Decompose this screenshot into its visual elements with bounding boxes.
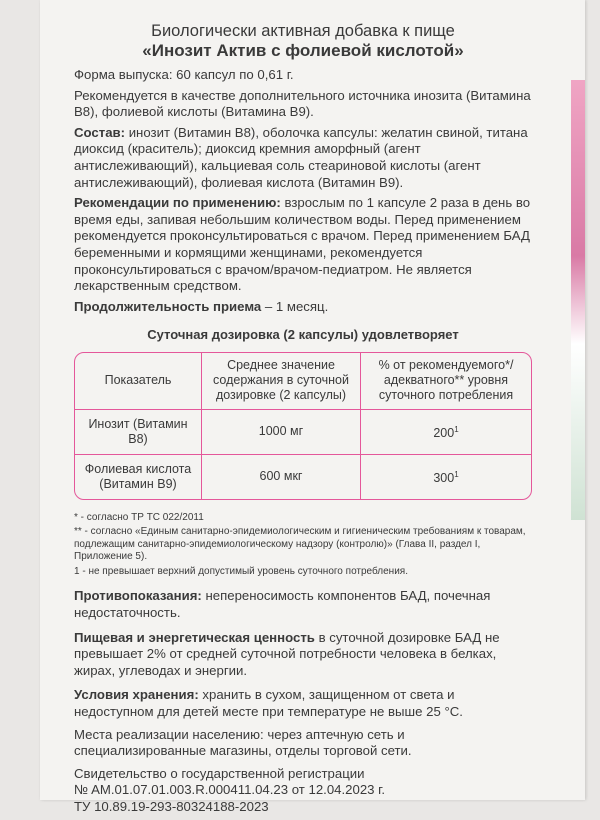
footnote: * - согласно ТР ТС 022/2011 <box>74 511 204 523</box>
row-note-mark: 1 <box>454 470 459 480</box>
duration-paragraph <box>74 299 532 316</box>
composition-label: Состав: <box>74 124 126 140</box>
sales-text: Места реализации населению: через аптечную сеть и специализированные магазины, отделы торговой сети. <box>74 726 412 759</box>
composition-paragraph <box>74 125 532 191</box>
storage-paragraph <box>74 687 532 720</box>
storage-label: Условия хранения: <box>74 687 199 703</box>
product-name: «Инозит Актив с фолиевой кислотой» <box>142 41 464 60</box>
certificate-number: № AM.01.07.01.003.R.000411.04.23 от 12.04.2023 г. <box>74 782 386 798</box>
usage-label: Рекомендации по применению: <box>74 195 281 211</box>
composition-text: инозит (Витамин В8), оболочка капсулы: желатин свиной, титана диоксид (краситель); диоксид кремния аморфный (агент антислеживающий), кальциевая соль стеариновой кислоты (агент антислеживающий), фолиевая кислота (Витамин В9). <box>74 124 528 190</box>
header-percent: % от рекомендуемого*/ адекватного** уровня суточного потребления <box>361 353 531 410</box>
header-indicator: Показатель <box>75 353 202 410</box>
certificate-label: Свидетельство о государственной регистрации <box>74 765 365 781</box>
row-amount: 600 мкг <box>202 455 361 499</box>
contraindications-text: непереносимость компонентов БАД, почечная недостаточность. <box>74 588 491 620</box>
dose-table-title: Суточная дозировка (2 капсулы) удовлетворяет <box>147 327 459 343</box>
row-note-mark: 1 <box>454 425 459 435</box>
contraindications-paragraph <box>74 588 532 621</box>
table-row <box>75 455 531 499</box>
page-title: Биологически активная добавка к пище <box>151 22 455 40</box>
recommendation-text: Рекомендуется в качестве дополнительного источника инозита (Витамина В8), фолиевой кислоты (Витамина В9). <box>74 87 531 120</box>
contraindications-label: Противопоказания: <box>74 588 202 604</box>
nutrition-label: Пищевая и энергетическая ценность <box>74 629 315 645</box>
table-row <box>75 410 531 455</box>
row-amount: 1000 мг <box>202 410 361 455</box>
storage-text: хранить в сухом, защищенном от света и недоступном для детей месте при температуре не выше 25 °С. <box>74 687 463 719</box>
side-accent-stripe <box>571 80 585 520</box>
row-percent-cell <box>361 455 531 499</box>
footnote: ** - согласно «Единым санитарно-эпидемиологическим и гигиеническим требованиям к товарам, подлежащим санитарно-эпидемиологическому надзору (контролю)» (Глава II, раздел I, Приложение 5). <box>74 526 526 563</box>
row-name: Инозит (Витамин В8) <box>75 410 202 455</box>
duration-label: Продолжительность приема <box>74 298 262 314</box>
nutrition-paragraph <box>74 630 532 680</box>
usage-text: взрослым по 1 капсуле 2 раза в день во время еды, запивая небольшим количеством воды. Перед применением рекомендуется проконсультироваться с врачом. Перед применением БАД беременными и кормящими женщинами, рекомендуется проконсультироваться с врачом/врачом-педиатром. Не является лекарственным средством. <box>74 195 531 294</box>
release-form: Форма выпуска: 60 капсул по 0,61 г. <box>74 67 294 82</box>
footnote: 1 - не превышает верхний допустимый уровень суточного потребления. <box>74 565 408 577</box>
footnotes <box>74 512 532 579</box>
tu-number: ТУ 10.89.19-293-80324188-2023 <box>74 798 269 814</box>
row-percent: 300 <box>433 471 455 486</box>
dose-table <box>74 352 532 500</box>
row-percent-cell <box>361 410 531 455</box>
nutrition-text: в суточной дозировке БАД не превышает 2% от средней суточной потребности человека в белках, жирах, углеводах и энергии. <box>74 629 500 678</box>
row-name: Фолиевая кислота (Витамин В9) <box>75 455 202 499</box>
row-percent: 200 <box>433 426 455 441</box>
label-content <box>74 22 532 820</box>
table-header-row <box>75 353 531 410</box>
duration-text: – 1 месяц. <box>261 298 329 314</box>
header-amount: Среднее значение содержания в суточной дозировке (2 капсулы) <box>202 353 361 410</box>
usage-paragraph <box>74 195 532 295</box>
